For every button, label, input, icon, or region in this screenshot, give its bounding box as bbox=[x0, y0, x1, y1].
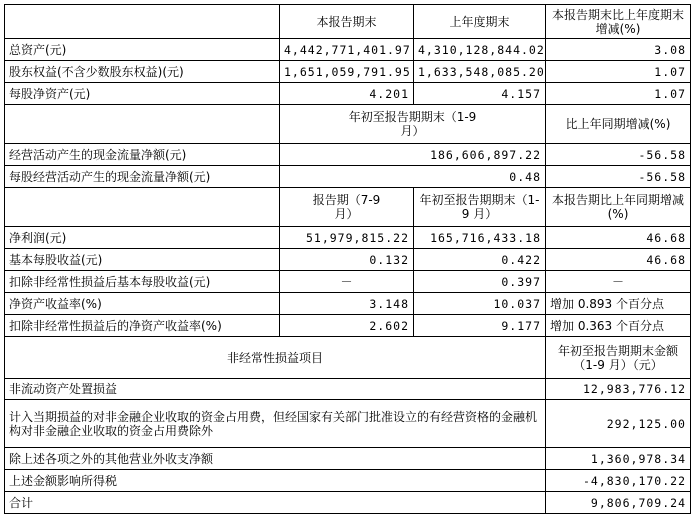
table-row bbox=[5, 448, 691, 470]
row-label: 经营活动产生的现金流量净额(元) bbox=[5, 144, 280, 166]
cell-value: 165,716,433.18 bbox=[414, 227, 546, 249]
table-row bbox=[5, 227, 691, 249]
profit-header-row bbox=[5, 188, 691, 227]
header-ytd-amount: 年初至报告期期末金额（1-9 月）（元） bbox=[546, 337, 691, 379]
cell-value: 10.037 bbox=[414, 293, 546, 315]
cell-value: 增加 0.363 个百分点 bbox=[546, 315, 691, 337]
cell-value: － bbox=[280, 271, 414, 293]
table-row bbox=[5, 39, 691, 61]
cell-value: 4,442,771,401.97 bbox=[280, 39, 414, 61]
row-label: 计入当期损益的对非金融企业收取的资金占用费，但经国家有关部门批准设立的有经营资格的金融机构对非金融企业收取的资金占用费除外 bbox=[5, 400, 546, 448]
table-row bbox=[5, 249, 691, 271]
table-row bbox=[5, 400, 691, 448]
table-row bbox=[5, 83, 691, 105]
cell-value: 0.422 bbox=[414, 249, 546, 271]
nonrecurring-header-row bbox=[5, 337, 691, 379]
cell-value: 1.07 bbox=[546, 83, 691, 105]
cell-value: 1,651,059,791.95 bbox=[280, 61, 414, 83]
cell-value: 4.157 bbox=[414, 83, 546, 105]
row-label: 总资产(元) bbox=[5, 39, 280, 61]
row-label: 扣除非经常性损益后基本每股收益(元) bbox=[5, 271, 280, 293]
cell-value: -4,830,170.22 bbox=[546, 470, 691, 492]
header-ytd: 年初至报告期期末（1-9 月） bbox=[414, 188, 546, 227]
empty-header-cell bbox=[5, 105, 280, 144]
cashflow-header-row bbox=[5, 105, 691, 144]
row-label: 每股经营活动产生的现金流量净额(元) bbox=[5, 166, 280, 188]
cell-value: 46.68 bbox=[546, 227, 691, 249]
header-item: 非经常性损益项目 bbox=[5, 337, 546, 379]
cell-value: 46.68 bbox=[546, 249, 691, 271]
row-label: 上述金额影响所得税 bbox=[5, 470, 546, 492]
table-row bbox=[5, 379, 691, 400]
table-row bbox=[5, 166, 691, 188]
row-label: 扣除非经常性损益后的净资产收益率(%) bbox=[5, 315, 280, 337]
cell-value: 0.397 bbox=[414, 271, 546, 293]
cell-value: 3.148 bbox=[280, 293, 414, 315]
row-label: 非流动资产处置损益 bbox=[5, 379, 546, 400]
cell-value: 1,360,978.34 bbox=[546, 448, 691, 470]
cell-value: 12,983,776.12 bbox=[546, 379, 691, 400]
table-row bbox=[5, 271, 691, 293]
cell-value: 9,806,709.24 bbox=[546, 492, 691, 514]
header-ytd-period: 年初至报告期期末（1-9 月） bbox=[280, 105, 546, 144]
table-row bbox=[5, 61, 691, 83]
empty-header-cell bbox=[5, 5, 280, 39]
cell-value: 51,979,815.22 bbox=[280, 227, 414, 249]
cell-value: 3.08 bbox=[546, 39, 691, 61]
cell-value: -56.58 bbox=[546, 144, 691, 166]
row-label: 股东权益(不含少数股东权益)(元) bbox=[5, 61, 280, 83]
header-yoy-change: 比上年同期增减(%) bbox=[546, 105, 691, 144]
cell-value: 1,633,548,085.20 bbox=[414, 61, 546, 83]
table-row bbox=[5, 492, 691, 514]
header-change-pct: 本报告期末比上年度期末增减(%) bbox=[546, 5, 691, 39]
table-row bbox=[5, 293, 691, 315]
header-prior-year-end: 上年度期末 bbox=[414, 5, 546, 39]
cell-value: 0.48 bbox=[280, 166, 546, 188]
cell-value: 1.07 bbox=[546, 61, 691, 83]
row-label: 每股净资产(元) bbox=[5, 83, 280, 105]
cell-value: -56.58 bbox=[546, 166, 691, 188]
cell-value: 2.602 bbox=[280, 315, 414, 337]
row-label: 净利润(元) bbox=[5, 227, 280, 249]
cell-value: 4.201 bbox=[280, 83, 414, 105]
table-row bbox=[5, 315, 691, 337]
financial-summary-table bbox=[4, 4, 691, 514]
row-label: 基本每股收益(元) bbox=[5, 249, 280, 271]
cell-value: 186,606,897.22 bbox=[280, 144, 546, 166]
table-row bbox=[5, 144, 691, 166]
cell-value: 4,310,128,844.02 bbox=[414, 39, 546, 61]
balance-header-row bbox=[5, 5, 691, 39]
row-label: 合计 bbox=[5, 492, 546, 514]
cell-value: － bbox=[546, 271, 691, 293]
cell-value: 0.132 bbox=[280, 249, 414, 271]
header-yoy-change: 本报告期比上年同期增减(%) bbox=[546, 188, 691, 227]
cell-value: 9.177 bbox=[414, 315, 546, 337]
cell-value: 292,125.00 bbox=[546, 400, 691, 448]
header-current-period-end: 本报告期末 bbox=[280, 5, 414, 39]
row-label: 净资产收益率(%) bbox=[5, 293, 280, 315]
table-row bbox=[5, 470, 691, 492]
empty-header-cell bbox=[5, 188, 280, 227]
cell-value: 增加 0.893 个百分点 bbox=[546, 293, 691, 315]
row-label: 除上述各项之外的其他营业外收支净额 bbox=[5, 448, 546, 470]
header-quarter: 报告期（7-9 月） bbox=[280, 188, 414, 227]
